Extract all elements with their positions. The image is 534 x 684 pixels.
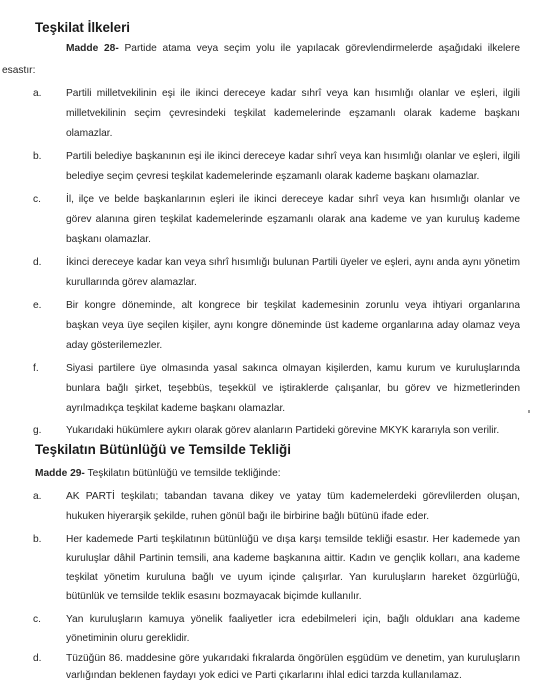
item-e-line: Bir kongre döneminde, alt kongrece bir teşkilat kademesinin zorunlu veya ihtiyari organlarına (66, 300, 520, 311)
item-marker: a. (33, 88, 42, 99)
article-28-intro (66, 42, 520, 55)
item-a-line: olamazlar. (66, 128, 113, 139)
item-e-line: başkan veya üye seçilen kişiler, aynı kongre döneminde üst kademe organlarına aday olamaz veya (66, 320, 520, 331)
article-28-label: Madde 28- (66, 43, 119, 54)
item-marker: e. (33, 300, 42, 311)
item-a-line: hukuken hiyerarşik şekilde, ruhen gönül bağı ile birbirine bağlı bütünü ifade eder. (66, 511, 430, 522)
article-28-intro-text: Partide atama veya seçim yolu ile yapılacak görevlendirmelerde aşağıdaki ilkelere (124, 43, 520, 54)
section-title-teskilat-ilkeleri: Teşkilat İlkeleri (35, 20, 131, 35)
item-b-line: Partili belediye başkanının eşi ile ikinci dereceye kadar sıhrî veya kan hısımlığı olanlar ve eşleri, ilgili (66, 151, 520, 162)
item-f-line: Siyasi partilere üye olmasında yasal sakınca olmayan kişilerden, kamu kurum ve kuruluşlarında (66, 363, 520, 374)
item-g-line: Yukarıdaki hükümlere aykırı olarak görev alanların Partideki görevine MKYK kararıyla son verilir. (66, 425, 500, 436)
item-a-line: Partili milletvekilinin eşi ile ikinci dereceye kadar sıhrî veya kan hısımlığı olanlar ve eşleri, ilgili (66, 88, 520, 99)
item-b-line: kuruluşlar dâhil Partinin temsili, ana kademe başkanına aittir. Kadın ve gençlik kolları, ana kademe (66, 553, 520, 564)
item-b-line: Her kademede Parti teşkilatının bütünlüğü ve dışa karşı temsilde tekliği esastır. Her kademede yan (66, 534, 520, 545)
item-b-line: bütünlük ve temsilde teklik esasını bozmayacak biçimde kullanılır. (66, 591, 362, 602)
item-marker: b. (33, 151, 42, 162)
item-marker: b. (33, 534, 42, 545)
item-d-line: İkinci dereceye kadar kan veya sıhrî hısımlığı bulunan Partili üyeler ve eşleri, aynı anda aynı yönetim (66, 257, 520, 268)
item-marker: d. (33, 653, 42, 664)
item-a-line: milletvekilinin seçim çevresindeki teşkilat kademelerinde eşzamanlı olarak kademe başkanı (66, 108, 520, 119)
article-29-intro-text: Teşkilatın bütünlüğü ve temsilde tekliğinde: (84, 468, 281, 479)
item-marker: d. (33, 257, 42, 268)
item-b-line: belediye seçim çevresi teşkilat kademelerinde eşzamanlı olarak kademe başkanı olamazlar. (66, 171, 480, 182)
item-f-line: bunlara bağlı şirket, teşebbüs, teşekkül ve iştiraklerde çalışanlar, bu görev ve hizmetlerinden (66, 383, 520, 394)
article-29-intro (35, 467, 281, 480)
section-title-teskilatin-butunlugu: Teşkilatın Bütünlüğü ve Temsilde Tekliği (35, 442, 291, 457)
item-a-line: AK PARTİ teşkilatı; tabandan tavana dikey ve yatay tüm kademelerdeki görevlilerden oluşan, (66, 491, 520, 502)
item-marker: c. (33, 614, 41, 625)
item-b-line: teşkilat yönetim kuruluna bağlı ve uyum içinde çalışırlar. Yan kuruluşların hareket özgürlüğü, (66, 572, 520, 583)
item-c-line: Yan kuruluşların kamuya yönelik faaliyetler icra edebilmeleri için, bağlı oldukları ana kademe (66, 614, 520, 625)
scan-artifact (528, 410, 530, 413)
item-c-line: İl, ilçe ve belde başkanlarının eşleri ile ikinci dereceye kadar sıhrî veya kan hısımlığı olanlar ve (66, 194, 520, 205)
item-c-line: görev alanına giren teşkilat kademelerinde eşzamanlı olarak ana kademe ve yan kuruluş kademe (66, 214, 520, 225)
item-marker: a. (33, 491, 42, 502)
item-marker: c. (33, 194, 41, 205)
item-marker: f. (33, 363, 39, 374)
item-f-line: ayrılmadıkça teşkilat kademe başkanı olamazlar. (66, 403, 286, 414)
item-d-line: kurullarında görev alamazlar. (66, 277, 197, 288)
item-c-line: başkanı olamazlar. (66, 234, 151, 245)
item-d-line: varlığından beklenen faydayı yok edici ve Parti çıkarlarını ihlal edici tarzda kullanılamaz. (66, 670, 462, 681)
item-e-line: aday gösterilemezler. (66, 340, 163, 351)
item-marker: g. (33, 425, 42, 436)
article-29-label: Madde 29- (35, 468, 85, 479)
item-d-line: Tüzüğün 86. maddesine göre yukarıdaki fıkralarda öngörülen eşgüdüm ve denetim, yan kuruluşların (66, 653, 520, 664)
item-c-line: yönetiminin oluru gereklidir. (66, 633, 190, 644)
article-28-intro-cont: esastır: (2, 65, 36, 76)
